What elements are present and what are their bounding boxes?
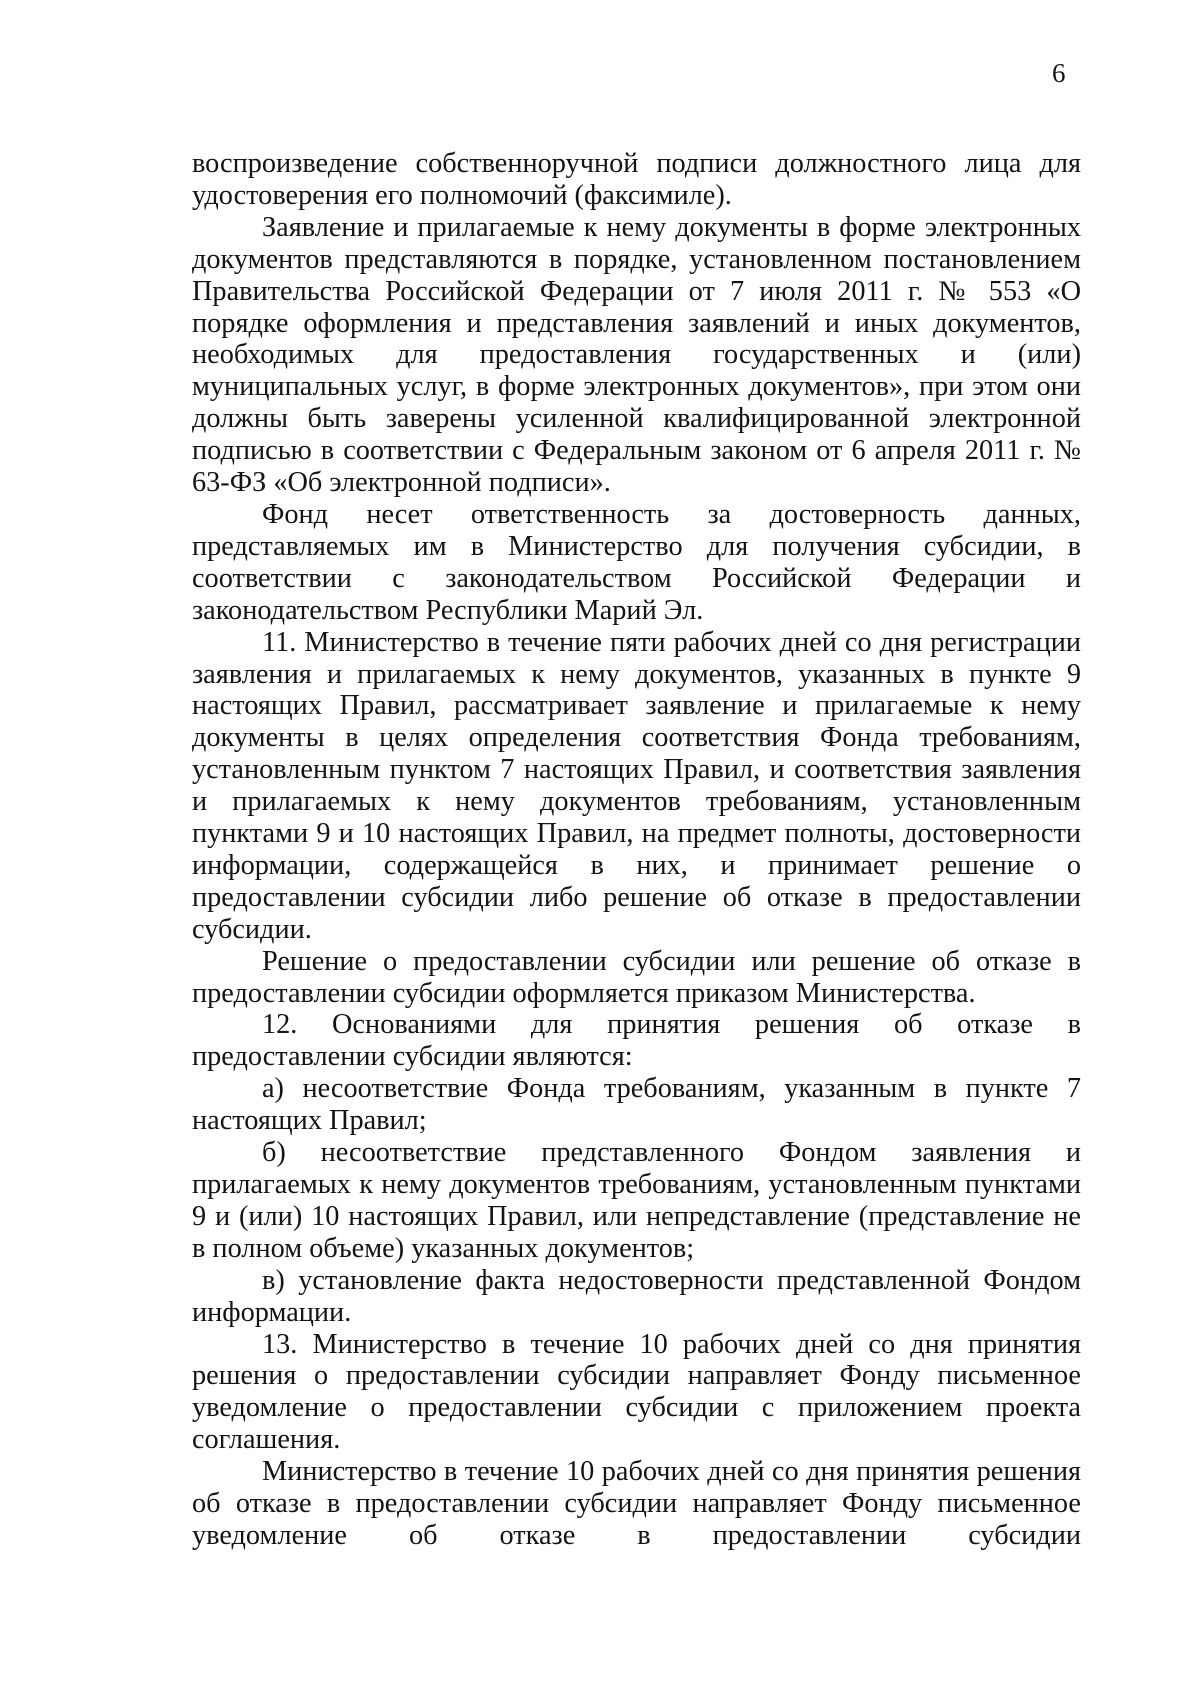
paragraph-decision-order: Решение о предоставлении субсидии или решение об отказе в предоставлении субсидии оформляется приказом Министерства. xyxy=(192,945,1081,1009)
paragraph-item-12-a: а) несоответствие Фонда требованиям, указанным в пункте 7 настоящих Правил; xyxy=(192,1073,1081,1137)
paragraph-item-11: 11. Министерство в течение пяти рабочих дней со дня регистрации заявления и прилагаемых к нему документов, указанных в пункте 9 настоящих Правил, рассматривает заявление и прилагаемые к нему документы в целях определения соответствия Фонда требованиям, установленным пунктом 7 настоящих Правил, и соответствия заявления и прилагаемых к нему документов требованиям, установленным пунктами 9 и 10 настоящих Правил, на предмет полноты, достоверности информации, содержащейся в них, и принимает решение о предоставлении субсидии либо решение об отказе в предоставлении субсидии. xyxy=(192,626,1081,945)
paragraph-item-12-b: б) несоответствие представленного Фондом заявления и прилагаемых к нему документов требованиям, установленным пунктами 9 и (или) 10 настоящих Правил, или непредставление (представление не в полном объеме) указанных документов; xyxy=(192,1137,1081,1264)
paragraph-item-12-v: в) установление факта недостоверности представленной Фондом информации. xyxy=(192,1264,1081,1328)
paragraph-item-12: 12. Основаниями для принятия решения об отказе в предоставлении субсидии являются: xyxy=(192,1009,1081,1073)
paragraph-refusal-notice: Министерство в течение 10 рабочих дней со дня принятия решения об отказе в предоставлении субсидии направляет Фонду письменное уведомление об отказе в предоставлении субсидии xyxy=(192,1456,1081,1551)
paragraph-electronic-documents: Заявление и прилагаемые к нему документы в форме электронных документов представляются в порядке, установленном постановлением Правительства Российской Федерации от 7 июля 2011 г. № 553 «О порядке оформления и представления заявлений и иных документов, необходимых для предоставления государственных и (или) муниципальных услуг, в форме электронных документов», при этом они должны быть заверены усиленной квалифицированной электронной подписью в соответствии с Федеральным законом от 6 апреля 2011 г. № 63-ФЗ «Об электронной подписи». xyxy=(192,211,1081,499)
paragraph-facsimile: воспроизведение собственноручной подписи должностного лица для удостоверения его полномочий (факсимиле). xyxy=(192,148,1081,211)
page-number: 6 xyxy=(1052,58,1066,88)
document-body xyxy=(192,148,1081,1552)
paragraph-item-13: 13. Министерство в течение 10 рабочих дней со дня принятия решения о предоставлении субсидии направляет Фонду письменное уведомление о предоставлении субсидии с приложением проекта соглашения. xyxy=(192,1328,1081,1456)
paragraph-fund-responsibility: Фонд несет ответственность за достоверность данных, представляемых им в Министерство для получения субсидии, в соответствии с законодательством Российской Федерации и законодательством Республики Марий Эл. xyxy=(192,498,1081,626)
